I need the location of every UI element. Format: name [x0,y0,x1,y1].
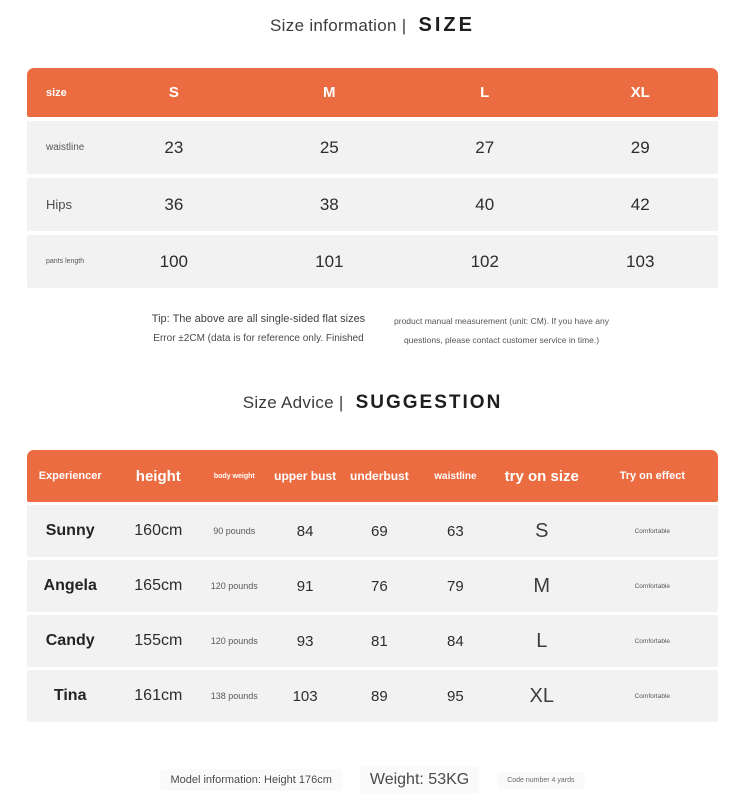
size-table [27,68,718,288]
size-advice-title-caps: SUGGESTION [355,392,503,413]
header-underbust: underbust [350,469,409,483]
header-upper-bust: upper bust [274,469,337,483]
size-cell: 103 [626,251,655,271]
experiencer-height: 165cm [134,577,183,594]
row-label-hips: Hips [46,197,73,212]
experiencer-height: 160cm [134,522,183,539]
suggestion-table-header-row [27,450,718,502]
size-column-header-l: L [480,84,490,101]
experiencer-name: Candy [45,632,95,649]
tip-line-3: product manual measurement (unit: CM). If you have any [394,316,609,326]
size-information-title-caps: SIZE [418,14,475,36]
size-cell: 40 [475,194,495,214]
tip-line-4: questions, please contact customer service in time.) [403,335,600,345]
model-weight-text: Weight: 53KG [360,766,479,794]
size-table-header-row [27,68,718,117]
header-experiencer: Experiencer [38,470,102,482]
experiencer-upper-bust: 93 [296,632,314,650]
size-information-title [0,14,745,37]
size-advice-title [0,392,745,414]
size-cell: 29 [630,137,650,157]
experiencer-body-weight: 138 pounds [210,691,258,701]
header-waistline: waistline [434,470,477,482]
suggestion-table [27,450,718,722]
experiencer-try-on-effect: Comfortable [634,582,671,590]
suggestion-row-tina [27,670,718,722]
experiencer-name: Sunny [45,522,95,539]
experiencer-underbust: 89 [371,687,388,705]
tip-line-1: Tip: The above are all single-sided flat sizes [151,313,366,325]
experiencer-try-on-effect: Comfortable [634,637,671,645]
experiencer-name: Angela [43,577,97,594]
experiencer-upper-bust: 103 [292,687,318,705]
size-cell: 36 [164,194,184,214]
experiencer-underbust: 69 [371,522,388,540]
model-information [0,766,745,794]
experiencer-body-weight: 120 pounds [210,636,258,646]
size-cell: 101 [315,251,344,271]
experiencer-upper-bust: 91 [296,577,314,595]
header-try-on-effect: Try on effect [619,470,686,482]
experiencer-underbust: 76 [371,577,388,595]
size-cell: 38 [319,194,339,214]
suggestion-row-sunny [27,505,718,557]
model-code-text: Code number 4 yards [497,772,584,789]
tip-right-column [392,313,612,345]
tip-line-2: Error ±2CM (data is for reference only. Finished [153,333,364,344]
experiencer-try-on-size: M [533,574,551,597]
suggestion-row-candy [27,615,718,667]
tip-left-column [134,313,384,344]
measurement-tip [0,313,745,345]
size-cell: 27 [475,137,495,157]
size-column-header-m: M [323,84,336,101]
size-table-row-hips [27,178,718,231]
experiencer-body-weight: 90 pounds [213,526,256,536]
experiencer-name: Tina [53,687,87,704]
model-info-text: Model information: Height 176cm [160,769,341,791]
size-cell: 23 [164,137,184,157]
experiencer-try-on-size: L [536,629,548,652]
experiencer-try-on-size: S [535,519,549,542]
experiencer-try-on-size: XL [529,684,554,707]
experiencer-body-weight: 120 pounds [210,581,258,591]
row-label-pants-length: pants length [46,258,85,265]
experiencer-try-on-effect: Comfortable [634,527,671,535]
experiencer-underbust: 81 [371,632,388,650]
row-label-waistline: waistline [46,142,85,153]
experiencer-height: 155cm [134,632,183,649]
experiencer-upper-bust: 84 [296,522,314,540]
size-cell: 25 [319,137,339,157]
size-table-row-waistline [27,121,718,174]
size-information-title-text: Size information | [270,16,407,35]
experiencer-waistline: 84 [447,632,464,650]
header-height: height [135,467,181,485]
header-try-on-size: try on size [504,467,579,485]
experiencer-height: 161cm [134,687,183,704]
experiencer-waistline: 63 [447,522,464,540]
size-cell: 100 [159,251,189,271]
size-table-row-pants-length [27,235,718,288]
size-table-header-label: size [46,86,67,99]
experiencer-waistline: 95 [447,687,464,705]
experiencer-waistline: 79 [447,577,464,595]
size-cell: 42 [630,194,650,214]
size-column-header-xl: XL [630,84,650,101]
size-cell: 102 [470,251,499,271]
size-advice-title-text: Size Advice | [242,393,344,412]
suggestion-row-angela [27,560,718,612]
experiencer-try-on-effect: Comfortable [634,692,671,700]
size-column-header-s: S [168,84,179,101]
header-body-weight: body weight [213,472,255,480]
